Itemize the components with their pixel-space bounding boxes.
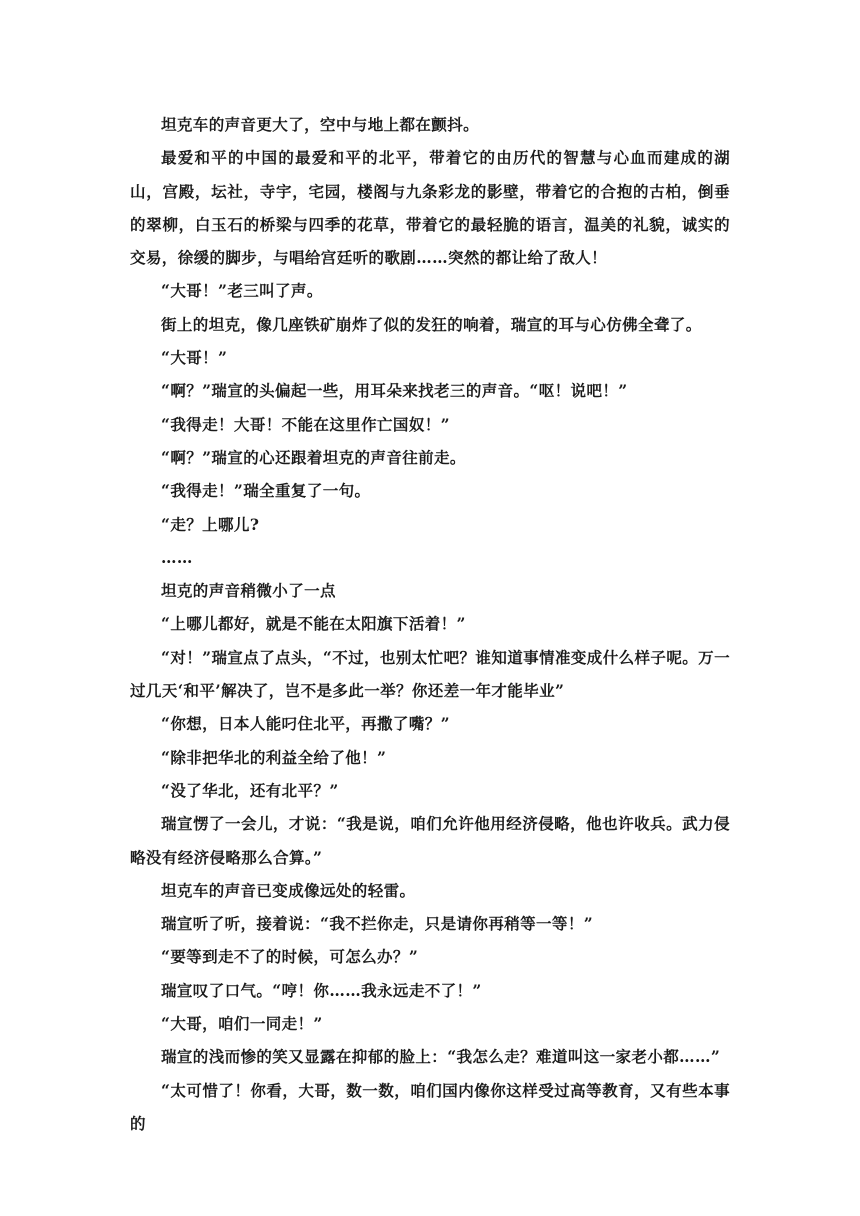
paragraph: “对！”瑞宣点了点头，“不过，也别太忙吧？谁知道事情准变成什么样子呢。万一过几天‘和平’解决了，岂不是多此一举？你还差一年才能毕业” bbox=[130, 647, 730, 701]
paragraph: 瑞宣听了听，接着说：“我不拦你走，只是请你再稍等一等！” bbox=[161, 914, 594, 934]
paragraph: …… bbox=[161, 547, 193, 567]
paragraph: “没了华北，还有北平？” bbox=[161, 780, 339, 800]
paragraph: “太可惜了！你看，大哥，数一数，咱们国内像你这样受过高等教育，又有些本事的 bbox=[130, 1080, 730, 1133]
paragraph: 瑞宣叹了口气。“哼！你……我永远走不了！” bbox=[161, 980, 482, 1000]
paragraph: “大哥！” bbox=[161, 348, 228, 368]
paragraph: 瑞宣愣了一会儿，才说：“我是说，咱们允许他用经济侵略，他也许收兵。武力侵略没有经济侵略那么合算。” bbox=[130, 814, 730, 867]
paragraph: “我得走！大哥！不能在这里作亡国奴！” bbox=[161, 414, 450, 434]
paragraph: “大哥！”老三叫了声。 bbox=[161, 281, 323, 301]
paragraph: 坦克的声音稍微小了一点 bbox=[161, 581, 336, 601]
paragraph: “上哪儿都好，就是不能在太阳旗下活着！” bbox=[161, 614, 466, 634]
document-body bbox=[130, 108, 730, 1140]
paragraph: 坦克车的声音已变成像远处的轻雷。 bbox=[161, 880, 416, 900]
paragraph: “啊？”瑞宣的心还跟着坦克的声音往前走。 bbox=[161, 447, 466, 467]
paragraph: 街上的坦克，像几座铁矿崩炸了似的发狂的响着，瑞宣的耳与心仿佛全聋了。 bbox=[161, 314, 702, 334]
paragraph: “走？上哪儿? bbox=[161, 514, 260, 534]
paragraph: “大哥，咱们一同走！” bbox=[161, 1014, 323, 1034]
paragraph: “除非把华北的利益全给了他！” bbox=[161, 747, 387, 767]
paragraph: “要等到走不了的时候，可怎么办？” bbox=[161, 947, 419, 967]
paragraph: 瑞宣的浅而惨的笑又显露在抑郁的脸上：“我怎么走？难道叫这一家老小都……” bbox=[161, 1047, 721, 1067]
paragraph: 最爱和平的中国的最爱和平的北平，带着它的由历代的智慧与心血而建成的湖山，宫殿，坛社，寺宇，宅园，楼阁与九条彩龙的影壁，带着它的合抱的古柏，倒垂的翠柳，白玉石的桥梁与四季的花草，带着它的最轻脆的语言，温美的礼貌，诚实的交易，徐缓的脚步，与唱给宫廷听的歌剧……突然的都让给了敌人！ bbox=[130, 148, 730, 268]
paragraph: 坦克车的声音更大了，空中与地上都在颤抖。 bbox=[161, 115, 480, 134]
paragraph: “我得走！”瑞全重复了一句。 bbox=[161, 481, 371, 501]
paragraph: “你想，日本人能叼住北平，再撒了嘴？” bbox=[161, 714, 450, 734]
paragraph: “啊？”瑞宣的头偏起一些，用耳朵来找老三的声音。“呕！说吧！” bbox=[161, 381, 628, 401]
